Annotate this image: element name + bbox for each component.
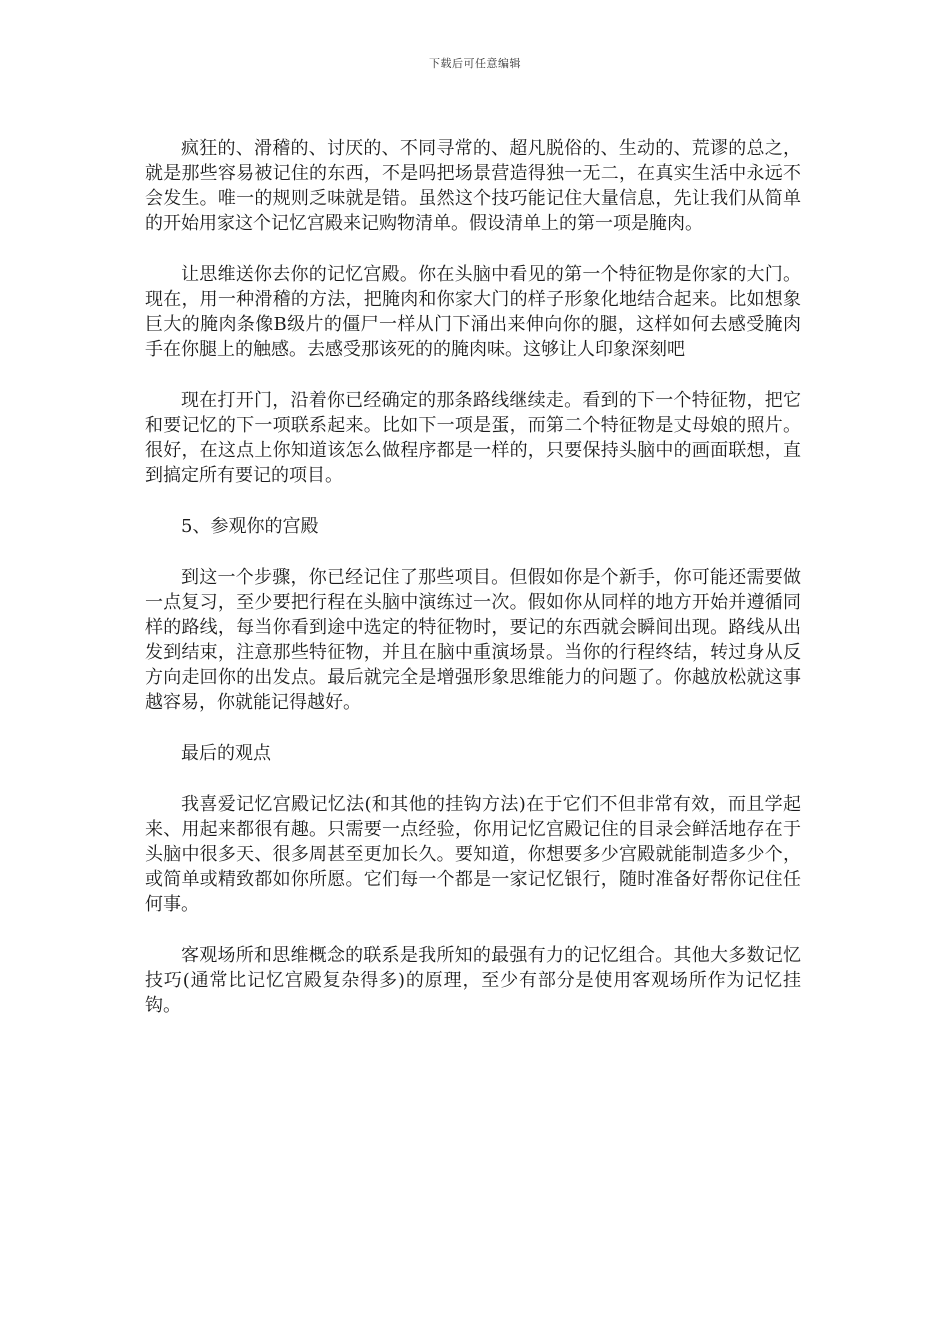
paragraph-next-feature: 现在打开门，沿着你已经确定的那条路线继续走。看到的下一个特征物，把它和要记忆的下一项联系起来。比如下一项是蛋，而第二个特征物是丈母娘的照片。很好，在这点上你知道该怎么做程序都是一样的，只要保持头脑中的画面联想，直到搞定所有要记的项目。 <box>145 390 801 486</box>
section-heading-final-thoughts: 最后的观点 <box>181 743 271 764</box>
paragraph-crazy-images: 疯狂的、滑稽的、讨厌的、不同寻常的、超凡脱俗的、生动的、荒谬的总之，就是那些容易被记住的东西，不是吗把场景营造得独一无二，在真实生活中永远不会发生。唯一的规则乏味就是错。虽然这个技巧能记住大量信息，先让我们从简单的开始用家这个记忆宫殿来记购物清单。假设清单上的第一项是腌肉。 <box>145 138 801 234</box>
paragraph-front-door: 让思维送你去你的记忆宫殿。你在头脑中看见的第一个特征物是你家的大门。现在，用一种滑稽的方法，把腌肉和你家大门的样子形象化地结合起来。比如想象巨大的腌肉条像B级片的僵尸一样从门下涌出来伸向你的腿，这样如何去感受腌肉手在你腿上的触感。去感受那该死的的腌肉味。这够让人印象深刻吧 <box>145 264 801 360</box>
document-body <box>145 136 801 1044</box>
paragraph-conclusion: 客观场所和思维概念的联系是我所知的最强有力的记忆组合。其他大多数记忆技巧(通常比记忆宫殿复杂得多)的原理，至少有部分是使用客观场所作为记忆挂钩。 <box>145 945 801 1016</box>
page-header: 下载后可任意编辑 <box>429 57 521 70</box>
paragraph-memory-bank: 我喜爱记忆宫殿记忆法(和其他的挂钩方法)在于它们不但非常有效，而且学起来、用起来都很有趣。只需要一点经验，你用记忆宫殿记住的目录会鲜活地存在于头脑中很多天、很多周甚至更加长久。要知道，你想要多少宫殿就能制造多少个，或简单或精致都如你所愿。它们每一个都是一家记忆银行，随时准备好帮你记住任何事。 <box>145 794 801 915</box>
paragraph-review: 到这一个步骤，你已经记住了那些项目。但假如你是个新手，你可能还需要做一点复习，至少要把行程在头脑中演练过一次。假如你从同样的地方开始并遵循同样的路线，每当你看到途中选定的特征物时，要记的东西就会瞬间出现。路线从出发到结束，注意那些特征物，并且在脑中重演场景。当你的行程终结，转过身从反方向走回你的出发点。最后就完全是增强形象思维能力的问题了。你越放松就这事越容易，你就能记得越好。 <box>145 567 801 713</box>
section-heading-visit-palace: 5、参观你的宫殿 <box>181 516 319 537</box>
